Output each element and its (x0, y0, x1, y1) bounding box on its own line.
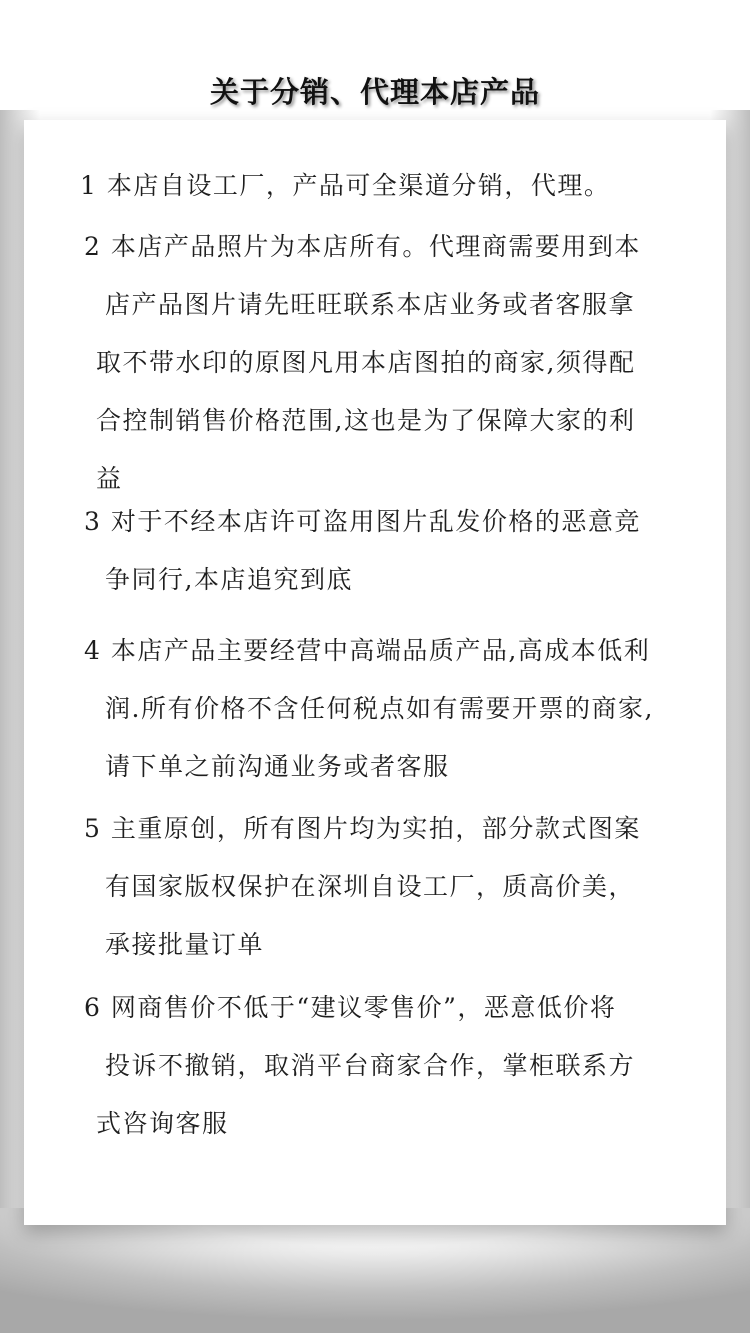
notice-line: 争同行,本店追究到底 (105, 565, 353, 594)
notice-item-6 (84, 979, 635, 1153)
page-title: 关于分销、代理本店产品 (209, 75, 540, 109)
notice-item-2 (84, 218, 641, 508)
notice-line: 式咨询客服 (96, 1109, 229, 1138)
page-shadow-bottom (0, 1208, 750, 1333)
notice-line: 5 主重原创，所有图片均为实拍，部分款式图案 (84, 814, 641, 843)
notice-line: 3 对于不经本店许可盗用图片乱发价格的恶意竞 (84, 507, 641, 536)
notice-line: 店产品图片请先旺旺联系本店业务或者客服拿 (105, 290, 636, 319)
notice-line: 1 本店自设工厂，产品可全渠道分销，代理。 (80, 171, 611, 200)
notice-item-3 (84, 493, 641, 609)
notice-line: 益 (96, 464, 123, 493)
notice-line: 2 本店产品照片为本店所有。代理商需要用到本 (84, 232, 641, 261)
notice-item-4 (84, 622, 654, 796)
notice-line: 4 本店产品主要经营中高端品质产品,高成本低利 (84, 636, 651, 665)
notice-line: 承接批量订单 (105, 930, 265, 959)
notice-line: 合控制销售价格范围,这也是为了保障大家的利 (96, 406, 636, 435)
notice-line: 请下单之前沟通业务或者客服 (105, 752, 450, 781)
notice-line: 取不带水印的原图凡用本店图拍的商家,须得配 (96, 348, 636, 377)
notice-line: 有国家版权保护在深圳自设工厂，质高价美， (105, 872, 636, 901)
notice-line: 6 网商售价不低于“建议零售价”，恶意低价将 (84, 993, 617, 1022)
notice-item-5 (84, 800, 641, 974)
notice-line: 投诉不撤销，取消平台商家合作，掌柜联系方 (105, 1051, 636, 1080)
notice-line: 润.所有价格不含任何税点如有需要开票的商家, (105, 694, 654, 723)
notice-item-1 (80, 157, 610, 215)
